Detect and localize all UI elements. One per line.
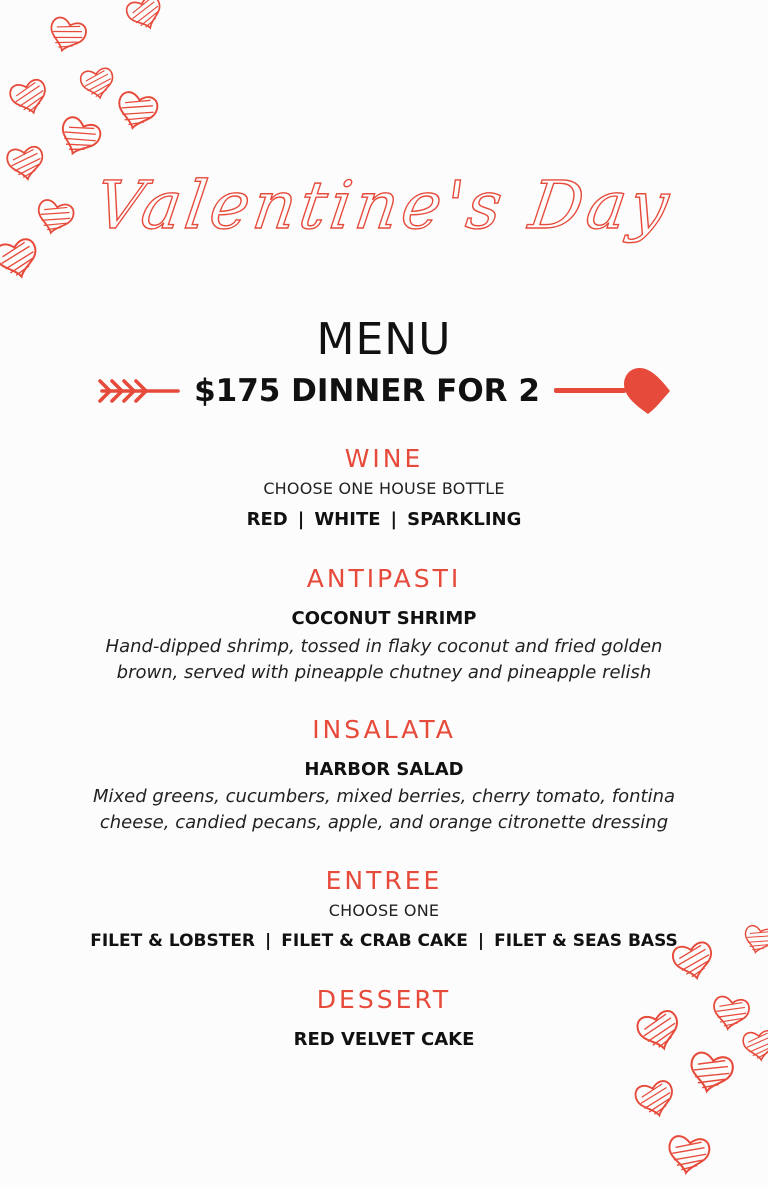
- price-line: [0, 368, 768, 414]
- dessert-item: RED VELVET CAKE: [293, 1029, 475, 1050]
- arrow-heart-icon: [554, 364, 670, 418]
- antipasti-item: COCONUT SHRIMP: [291, 608, 477, 629]
- description-line: Hand-dipped shrimp, tossed in flaky coconut and fried golden: [105, 636, 663, 657]
- entree-option: FILET & CRAB CAKE: [281, 931, 468, 951]
- price-text: $175 DINNER FOR 2: [194, 373, 540, 409]
- wine-option: SPARKLING: [407, 509, 522, 530]
- description-line: brown, served with pineapple chutney and pineapple relish: [116, 662, 652, 683]
- heart-icon: [8, 78, 50, 118]
- section-heading-entree: ENTREE: [325, 866, 443, 895]
- heart-icon: [124, 0, 166, 34]
- section-subtitle-entree: CHOOSE ONE: [328, 901, 440, 920]
- entree-option: FILET & LOBSTER: [90, 931, 256, 951]
- script-title: [0, 150, 768, 290]
- section-subtitle-wine: CHOOSE ONE HOUSE BOTTLE: [263, 479, 505, 498]
- antipasti-description: [0, 634, 768, 686]
- entree-option: FILET & SEAS BASS: [494, 931, 678, 951]
- heart-icon: [79, 67, 115, 100]
- separator: |: [297, 509, 305, 530]
- wine-option: RED: [246, 509, 288, 530]
- section-heading-wine: WINE: [344, 444, 424, 473]
- insalata-item: HARBOR SALAD: [304, 759, 464, 780]
- separator: |: [477, 931, 485, 951]
- insalata-description: [0, 784, 768, 836]
- section-heading-dessert: DESSERT: [316, 985, 452, 1014]
- arrow-fletching-icon: [98, 376, 180, 406]
- heart-icon: [634, 1079, 678, 1120]
- heart-icon: [45, 15, 88, 56]
- separator: |: [265, 931, 272, 951]
- entree-options: [0, 931, 768, 951]
- heart-icon: [666, 1135, 711, 1176]
- separator: |: [390, 509, 398, 530]
- section-heading-antipasti: ANTIPASTI: [306, 564, 462, 593]
- heart-icon: [686, 1051, 734, 1096]
- section-heading-insalata: INSALATA: [312, 715, 456, 744]
- heart-icon: [114, 90, 159, 132]
- svg-text:Valentine's Day: Valentine's Day: [91, 166, 678, 244]
- description-line: Mixed greens, cucumbers, mixed berries, cherry tomato, fontina: [92, 786, 676, 807]
- menu-title: MENU: [316, 314, 452, 365]
- wine-option: WHITE: [314, 509, 381, 530]
- description-line: cheese, candied pecans, apple, and orange citronette dressing: [99, 812, 669, 833]
- wine-options: [0, 509, 768, 530]
